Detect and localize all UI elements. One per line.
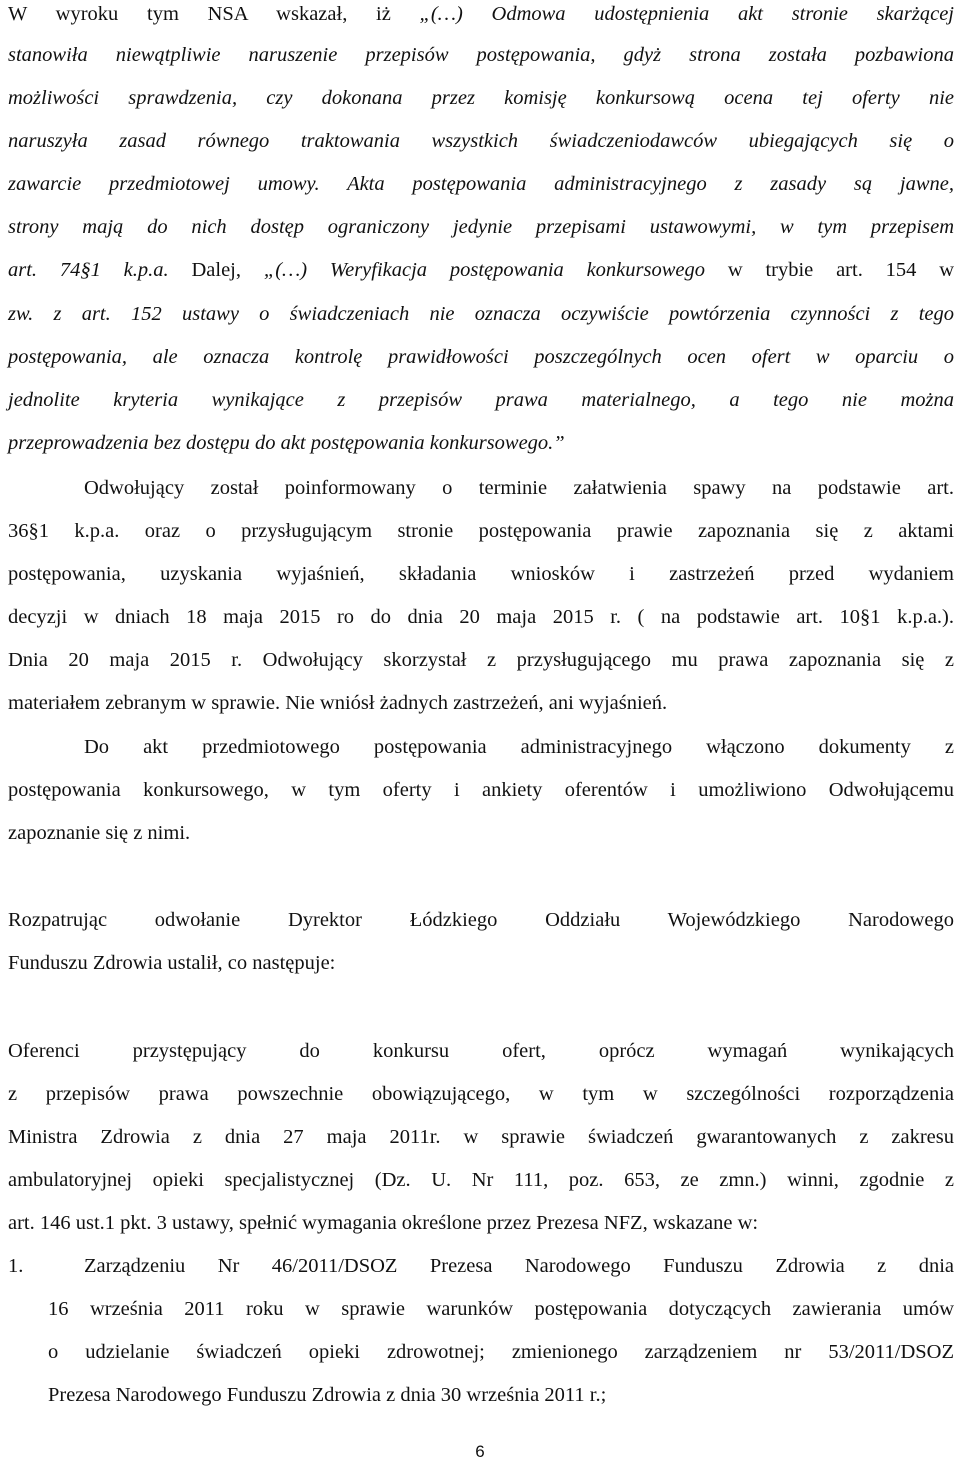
p5-line-5: art. 146 ust.1 pkt. 3 ustawy, spełnić wymagania określone przez Prezesa NFZ, wskazane w: — [8, 1212, 759, 1234]
text: Dalej, — [168, 259, 264, 281]
p2-line-3: postępowania, uzyskania wyjaśnień, składania wniosków i zastrzeżeń przed wydaniem — [8, 563, 954, 585]
list-item-1-line-2: 16 września 2011 roku w sprawie warunków postępowania dotyczących zawierania umów — [48, 1298, 954, 1320]
p1-line-10: jednolite kryteria wynikające z przepisów prawa materialnego, a tego nie można — [8, 389, 954, 411]
text: w trybie art. 154 w — [705, 259, 954, 281]
p5-line-1: Oferenci przystępujący do konkursu ofert, oprócz wymagań wynikających — [8, 1040, 954, 1062]
text: zawarcie przedmiotowej umowy. — [8, 173, 320, 195]
text: 152 ustawy o świadczeniach nie oznacza oczywiście powtórzenia czynności z tego — [110, 303, 954, 325]
p2-line-6: materiałem zebranym w sprawie. Nie wniósł żadnych zastrzeżeń, ani wyjaśnień. — [8, 692, 668, 714]
p1-line-4: naruszyła zasad równego traktowania wszystkich świadczeniodawców ubiegających się o — [8, 130, 954, 152]
p2-line-5: Dnia 20 maja 2015 r. Odwołujący skorzystał z przysługującego mu prawa zapoznania się z — [8, 649, 954, 671]
list-number-1: 1. — [8, 1255, 24, 1277]
p5-line-4: ambulatoryjnej opieki specjalistycznej (Dz. U. Nr 111, poz. 653, ze zmn.) winni, zgodnie z — [8, 1169, 954, 1191]
p1-line-3: możliwości sprawdzenia, czy dokonana przez komisję konkursową ocena tej oferty nie — [8, 87, 954, 109]
list-item-1-line-1: Zarządzeniu Nr 46/2011/DSOZ Prezesa Narodowego Funduszu Zdrowia z dnia — [84, 1255, 954, 1277]
p1-line-9: postępowania, ale oznacza kontrolę prawidłowości poszczególnych ocen ofert w oparciu o — [8, 346, 954, 368]
text: art. 74§1 k.p.a. — [8, 259, 169, 281]
p5-line-2: z przepisów prawa powszechnie obowiązującego, w tym w szczególności rozporządzenia — [8, 1083, 954, 1105]
p1-line-5 — [8, 170, 954, 198]
list-item-1-line-3: o udzielanie świadczeń opieki zdrowotnej; zmienionego zarządzeniem nr 53/2011/DSOZ — [48, 1341, 954, 1363]
text: Akta postępowania administracyjnego z zasady są jawne, — [319, 173, 954, 195]
p2-line-2: 36§1 k.p.a. oraz o przysługującym stronie postępowania prawie zapoznania się z aktami — [8, 520, 954, 542]
p2-line-1: Odwołujący został poinformowany o terminie załatwienia spawy na podstawie art. — [84, 477, 954, 499]
p3-line-2: postępowania konkursowego, w tym oferty i ankiety oferentów i umożliwiono Odwołującemu — [8, 779, 954, 801]
text: zw. z art. — [8, 303, 111, 325]
p5-line-3: Ministra Zdrowia z dnia 27 maja 2011r. w sprawie świadczeń gwarantowanych z zakresu — [8, 1126, 954, 1148]
p3-line-3: zapoznanie się z nimi. — [8, 822, 191, 844]
p4-line-1: Rozpatrując odwołanie Dyrektor Łódzkiego Oddziału Wojewódzkiego Narodowego — [8, 909, 954, 931]
quote-start: „(…) Odmowa udostępnienia akt stronie skarżącej — [419, 3, 955, 25]
p1-line-6: strony mają do nich dostęp ograniczony jedynie przepisami ustawowymi, w tym przepisem — [8, 216, 954, 238]
page-number: 6 — [475, 1442, 485, 1461]
p3-line-1: Do akt przedmiotowego postępowania administracyjnego włączono dokumenty z — [84, 736, 954, 758]
p1-line-7 — [8, 256, 954, 284]
p1-line-1 — [8, 0, 954, 28]
list-item-1-line-4: Prezesa Narodowego Funduszu Zdrowia z dnia 30 września 2011 r.; — [48, 1384, 607, 1406]
p1-line-8 — [8, 300, 954, 328]
p1-line-11: przeprowadzenia bez dostępu do akt postępowania konkursowego.” — [8, 432, 565, 454]
text: „(…) Weryfikacja postępowania konkursowego — [263, 259, 706, 281]
p2-line-4: decyzji w dniach 18 maja 2015 ro do dnia 20 maja 2015 r. ( na podstawie art. 10§1 k.p.a.). — [8, 606, 954, 628]
text: W wyroku tym NSA wskazał, iż — [8, 3, 420, 25]
p4-line-2: Funduszu Zdrowia ustalił, co następuje: — [8, 952, 336, 974]
p1-line-2: stanowiła niewątpliwie naruszenie przepisów postępowania, gdyż strona została pozbawiona — [8, 44, 954, 66]
